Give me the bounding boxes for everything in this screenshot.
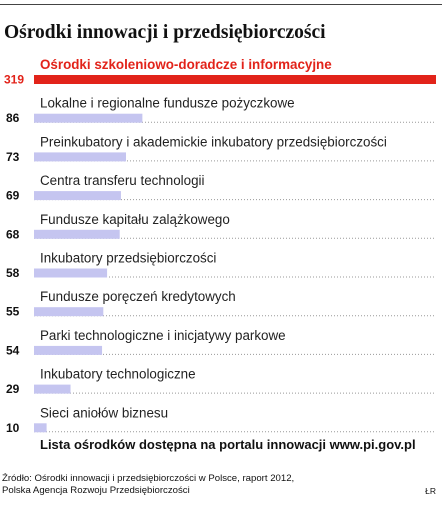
source-line-2: Polska Agencja Rozwoju Przedsiębiorczości [2,484,190,496]
bar [34,191,121,200]
bar [34,423,47,432]
value-label: 69 [6,188,20,203]
bar [34,385,71,394]
chart-title: Ośrodki innowacji i przedsiębiorczości [4,22,326,43]
author-credit: ŁR [425,486,436,496]
value-label: 73 [6,149,20,164]
portal-link-note: Lista ośrodków dostępna na portalu innowacji www.pi.gov.pl [40,437,416,452]
category-label: Parki technologiczne i inicjatywy parkowe [40,327,286,343]
value-label: 54 [6,343,20,358]
value-label: 55 [6,304,20,319]
bar [34,230,120,239]
category-label: Sieci aniołów biznesu [40,405,169,421]
bar [34,346,102,355]
category-label: Inkubatory technologiczne [40,366,196,382]
category-label: Fundusze poręczeń kredytowych [40,289,236,305]
category-label: Ośrodki szkoleniowo-doradcze i informacyjne [40,57,332,72]
category-label: Centra transferu technologii [40,173,205,189]
source-line-1: Źródło: Ośrodki innowacji i przedsiębiorczości w Polsce, raport 2012, [2,473,295,484]
category-label: Fundusze kapitału zalążkowego [40,211,230,227]
value-label: 58 [6,266,20,280]
source-note [2,473,294,496]
category-label: Preinkubatory i akademickie inkubatory przedsiębiorczości [40,134,387,150]
value-label: 319 [4,72,25,87]
value-label: 68 [6,227,20,242]
value-label: 10 [6,420,20,435]
value-label: 29 [6,382,20,397]
bar [34,75,436,84]
bar [34,269,107,278]
bar [34,152,126,161]
bar [34,307,103,316]
value-label: 86 [6,111,20,126]
category-label: Lokalne i regionalne fundusze pożyczkowe [40,95,295,111]
bar [34,114,142,123]
category-label: Inkubatory przedsiębiorczości [40,250,217,266]
